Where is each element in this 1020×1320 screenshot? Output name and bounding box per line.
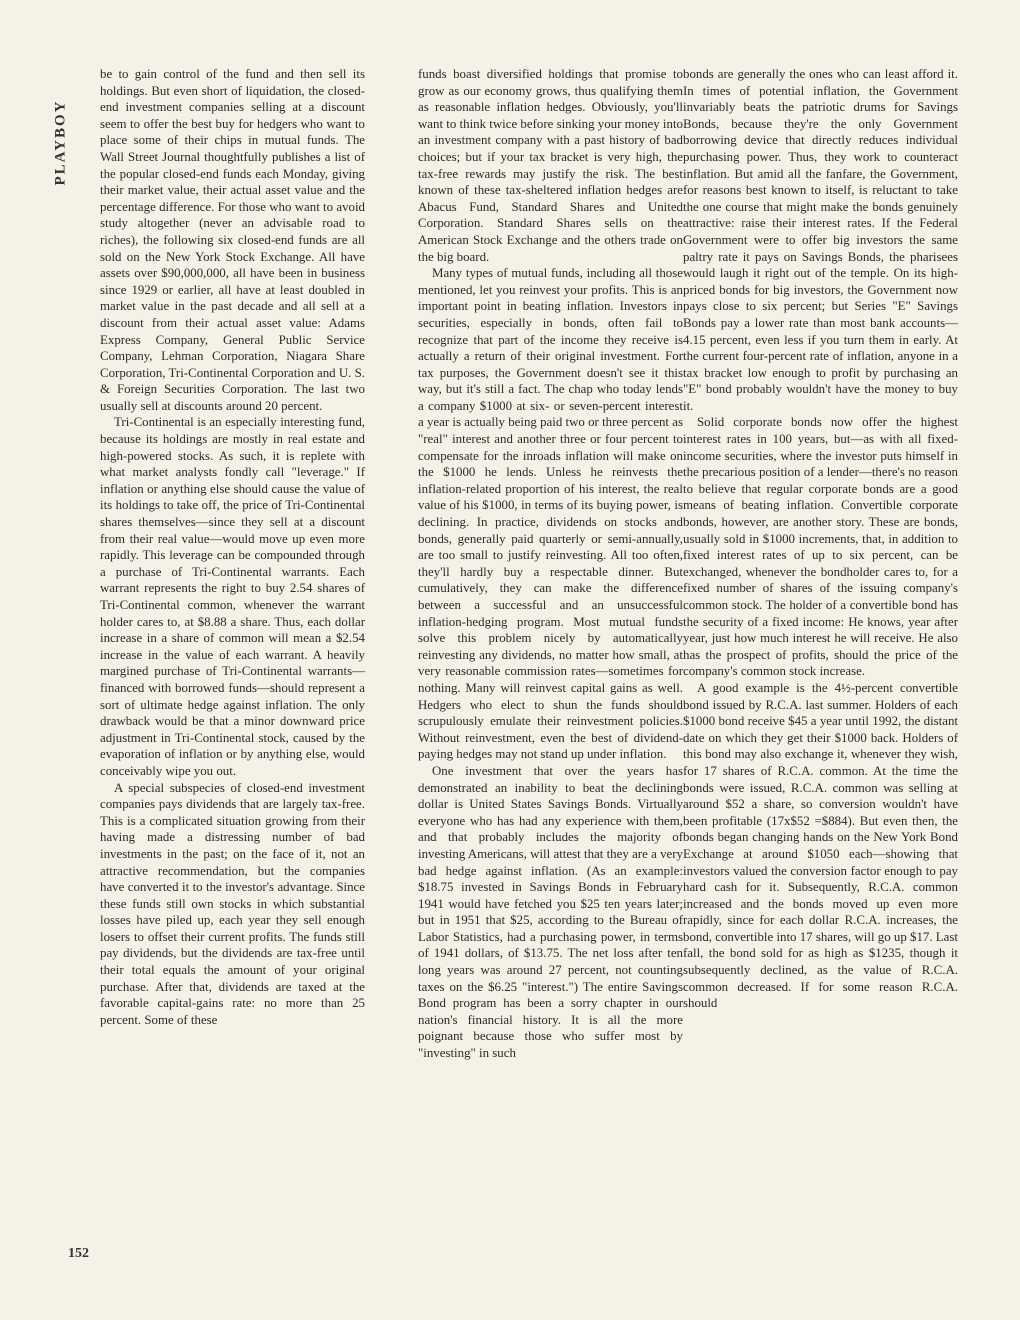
paragraph: A special subspecies of closed-end investment companies pays dividends that are largely tax-free. This is a complicated situation growing from their having made a distressing number of bad investments in the past; on the face of it, not an attractive recommendation, but the companies have converted it to the investor's advantage. Since these funds still own stocks in which substantial losses have piled up, each year they sell enough losers to offset their current profits. The funds still pay dividends, but the dividends are tax-free until their total equals the amount of your original purchase. After that, dividends are taxed at the favorable capital-gains rate: no more than 25 percent. Some of these	[100, 780, 365, 1027]
article-column-3	[683, 66, 958, 1012]
paragraph: bonds are generally the ones who can least afford it. In times of potential inflation, the Government invariably beats the patriotic drums for Savings Bonds, because they're the only Government borrowing device that directly reduces individual purchasing power. Thus, they work to counteract inflation. But amid all the fanfare, the Government, for reasons best known to itself, is reluctant to take the one course that might make the bonds genuinely attractive: raise their interest rates. If the Federal Government were to offer big investors the same paltry rate it pays on Savings Bonds, the pharisees would laugh it right out of the temple. On its high-priced bonds for big investors, the Government now pays close to six percent; but Series "E" Savings Bonds pay a lower rate than most bank accounts—4.15 percent, even less if you turn them in early. At the current four-percent rate of inflation, anyone in a tax bracket low enough to profit by purchasing an "E" bond probably wouldn't have the money to buy it.	[683, 67, 958, 413]
paragraph: Tri-Continental is an especially interesting fund, because its holdings are mostly in real estate and high-powered stocks. As such, it is replete with what market analysts fondly call "leverage." If inflation or anything else should cause the value of its holdings to take off, the price of Tri-Continental shares themselves—since they sell at a discount from their real value—would move up even more rapidly. This leverage can be compounded through a purchase of Tri-Continental warrants. Each warrant represents the right to buy 2.54 shares of Tri-Continental common, whenever the warrant holder cares to, at $8.88 a share. Thus, each dollar increase in a share of common will mean a $2.54 increase in the value of each warrant. A heavily margined purchase of Tri-Continental warrants—financed with borrowed funds—should represent a sort of ultimate hedge against inflation. The only drawback would be that a minor downward price adjustment in Tri-Continental stock, caused by the evaporation of inflation or by anything else, would conceivably wipe you out.	[100, 415, 365, 778]
magazine-masthead	[48, 66, 76, 226]
article-column-1	[100, 66, 365, 1028]
masthead-text: PLAYBOY	[52, 99, 69, 186]
paragraph: A good example is the 4½-percent convertible bond issued by R.C.A. last summer. Holders of each $1000 bond receive $45 a year until 1992, the distant date on which they get their $1000 back. Holders of this bond may also exchange it, whenever they wish, for 17 shares of R.C.A. common. At the time the bonds were issued, R.C.A. common was selling at around $52 a share, so conversion wouldn't have been profitable (17x$52 =$884). But even then, the bonds began changing hands on the New York Bond Exchange at around $1050 each—showing that investors valued the conversion factor enough to pay hard cash for it. Subsequently, R.C.A. common increased and the bonds moved up even more rapidly, since for each dollar R.C.A. increases, the bond, convertible into 17 shares, will go up $17. Last fall, the bond sold for as high as $1235, though it subsequently declined, as the value of R.C.A. common decreased. If for some reason R.C.A. should	[683, 680, 958, 1011]
page-number: 152	[68, 1246, 89, 1261]
paragraph: be to gain control of the fund and then sell its holdings. But even short of liquidation, the closed-end investment companies selling at a discount seem to offer the best buy for hedgers who want to place some of their chips in mutual funds. The Wall Street Journal thoughtfully publishes a list of the popular closed-end funds each Monday, giving their market value, their actual asset value and the percentage difference. For those who want to avoid study altogether (never an advisable road to riches), the following six closed-end funds are all sold on the New York Stock Exchange. All have assets over $90,000,000, all have been in business since 1929 or earlier, all have at least doubled in market value in the past decade and all sell at a discount from their actual asset value: Adams Express Company, General Public Service Company, Lehman Corporation, Niagara Share Corporation, Tri-Continental Corporation and U. S. & Foreign Securities Corporation. The last two usually sell at discounts around 20 percent.	[100, 67, 365, 413]
article-column-2	[418, 66, 683, 1062]
paragraph: Solid corporate bonds now offer the highest interest rates in 100 years, but—as with all fixed-income securities, where the investor puts himself in the precarious position of a lender—there's no reason to believe that regular corporate bonds are a good means of beating inflation. Convertible corporate bonds, however, are another story. These are bonds, usually sold in $1000 increments, that, in addition to fixed interest rates of up to six percent, can be exchanged, whenever the bondholder cares to, for a fixed number of shares of the issuing company's common stock. The holder of a convertible bond has the security of a fixed income: He knows, year after year, just how much interest he will receive. He also has the prospect of profits, should the price of the company's common stock increase.	[683, 415, 958, 679]
paragraph: One investment that over the years has demonstrated an inability to beat the declining dollar is United States Savings Bonds. Virtually everyone who has had any experience with them, and that probably includes the majority of investing Americans, will attest that they are a very bad hedge against inflation. (As an example: $18.75 invested in Savings Bonds in February 1941 would have fetched you $25 ten years later; but in 1951 that $25, according to the Bureau of Labor Statistics, had a purchasing power, in terms of 1941 dollars, of $13.75. The net loss after ten long years was around 27 percent, not counting taxes on the $6.25 "interest.") The entire Savings Bond program has been a sorry chapter in our nation's financial history. It is all the more poignant because those who suffer most by "investing" in such	[418, 763, 683, 1061]
paragraph: Many types of mutual funds, including all those mentioned, let you reinvest your profits. This is an important point in beating inflation. Investors in securities, especially in bonds, often fail to recognize that part of the income they receive is actually a return of their original investment. For tax purposes, the Government doesn't see it this way, but it's still a fact. The chap who today lends a company $1000 at six- or seven-percent interest a year is actually being paid two or three percent as "real" interest and another three or four percent to compensate for the inroads inflation will make on the $1000 he lends. Unless he reinvests the inflation-related proportion of his interest, the real value of his $1000, in terms of its buying power, is declining. In practice, dividends on stocks and bonds, generally paid quarterly or semi-annually, are too small to justify reinvesting. All too often, they'll hardly buy a respectable dinner. But cumulatively, they can make the difference between a successful and an unsuccessful inflation-hedging program. Most mutual funds solve this problem nicely by automatically reinvesting any dividends, no matter how small, at very reasonable commission rates—sometimes for nothing. Many will reinvest capital gains as well. Hedgers who elect to shun the funds should scrupulously emulate their reinvestment policies. Without reinvestment, even the best of dividend-paying hedges may not stand up under inflation.	[418, 266, 683, 762]
paragraph: funds boast diversified holdings that promise to grow as our economy grows, thus qualifying them as reasonable inflation hedges. Obviously, you'll want to think twice before sinking your money into an investment company with a past history of bad choices; but if your tax bracket is very high, the tax-free rewards may justify the risk. The best known of these tax-sheltered inflation hedges are Abacus Fund, Standard Shares and United Corporation. Standard Shares sells on the American Stock Exchange and the others trade on the big board.	[418, 67, 683, 264]
